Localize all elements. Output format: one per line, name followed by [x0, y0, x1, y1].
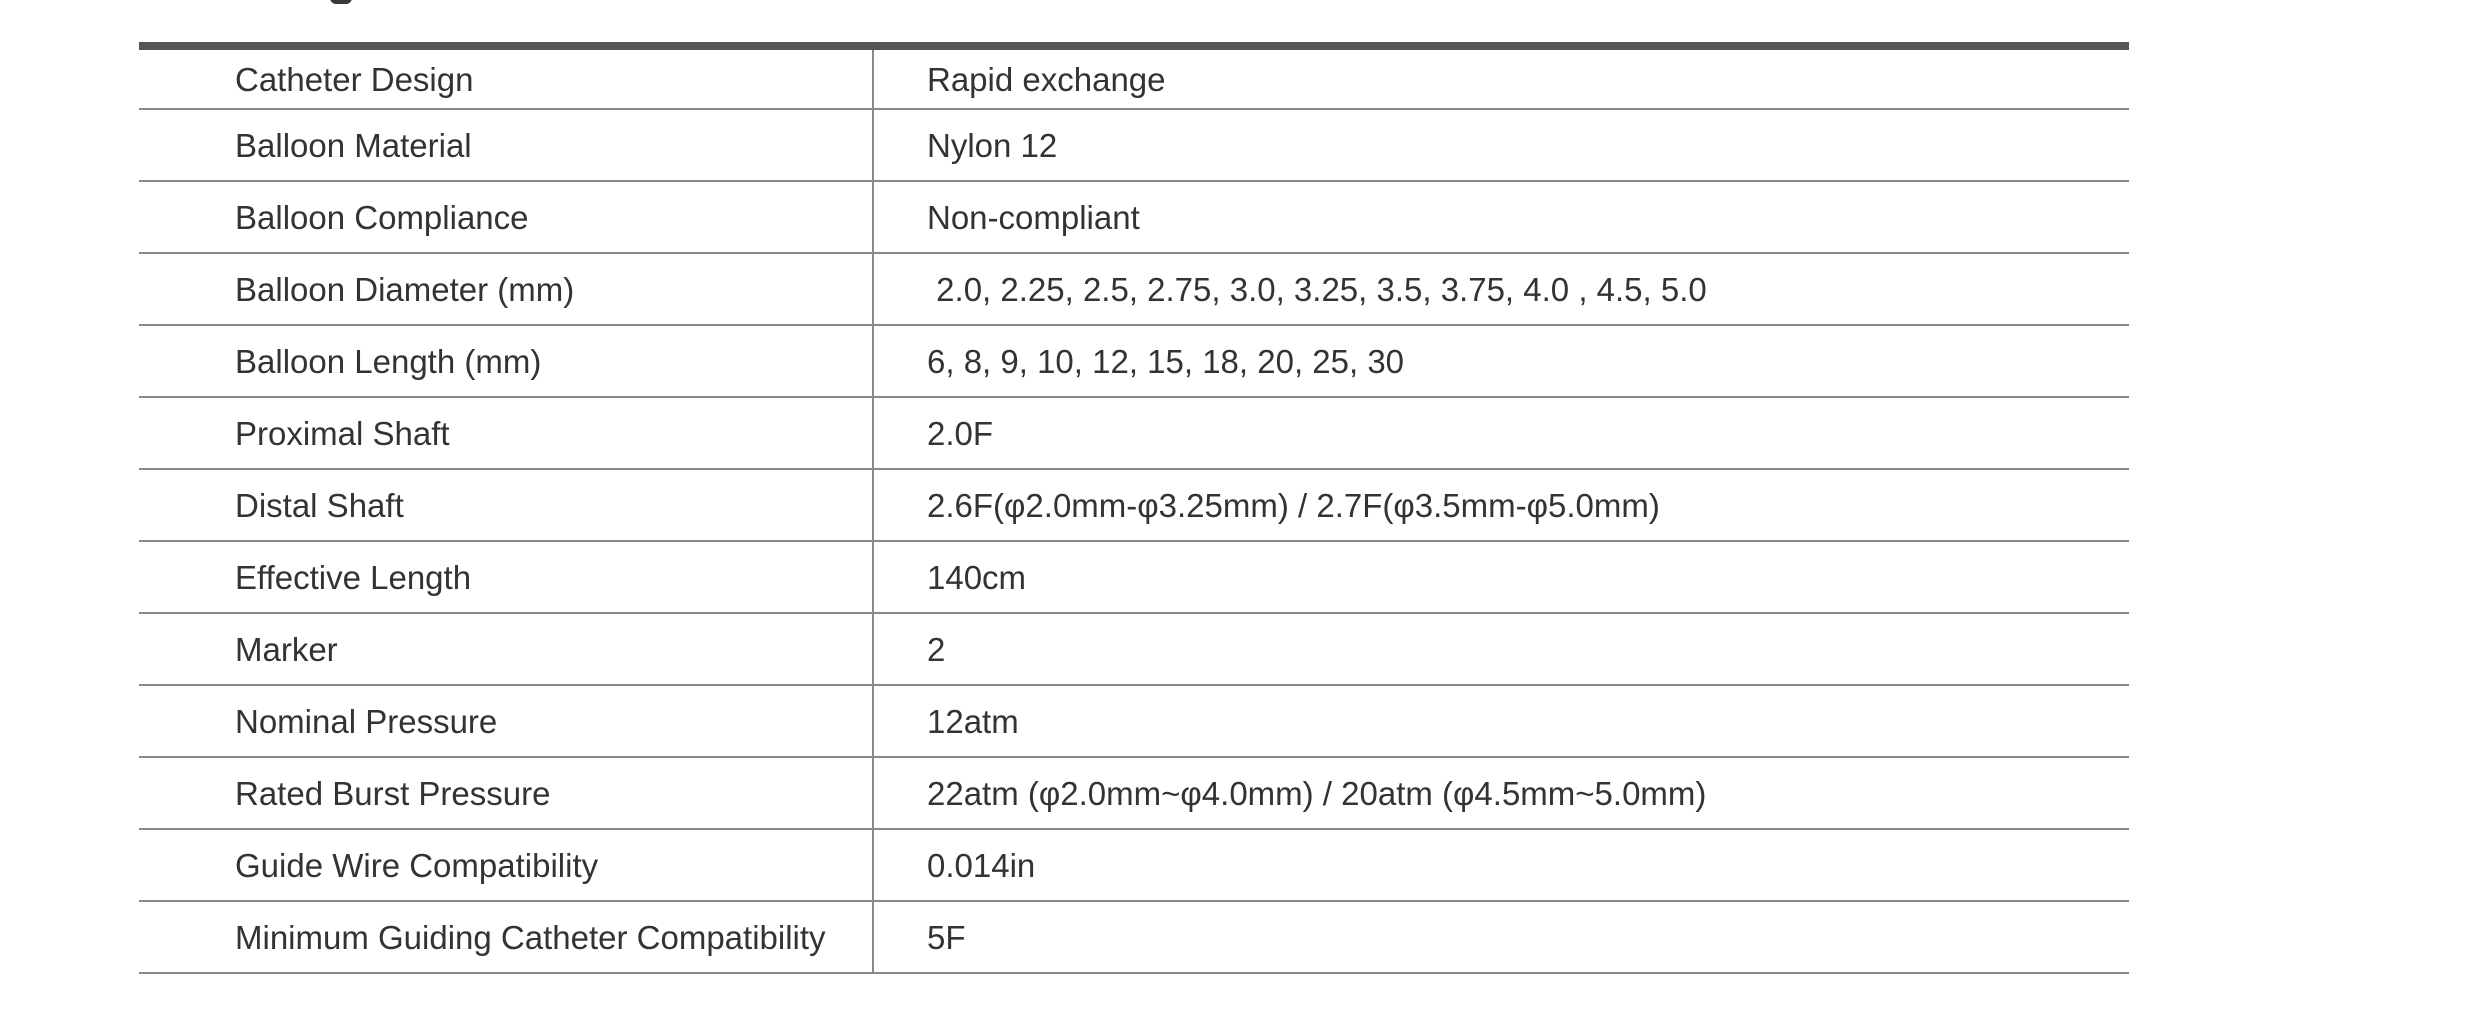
- spec-value: 2.0, 2.25, 2.5, 2.75, 3.0, 3.25, 3.5, 3.75, 4.0 , 4.5, 5.0: [927, 270, 1707, 308]
- cropped-heading-fragment: [330, 0, 390, 4]
- table-row: [139, 46, 2129, 109]
- spec-value: 6, 8, 9, 10, 12, 15, 18, 20, 25, 30: [927, 342, 1405, 380]
- spec-label: Balloon Diameter (mm): [139, 253, 873, 325]
- spec-value: Non-compliant: [927, 198, 1140, 236]
- table-row: [139, 829, 2129, 901]
- table-row: [139, 181, 2129, 253]
- spec-label: Minimum Guiding Catheter Compatibility: [139, 901, 873, 973]
- spec-value: 0.014in: [927, 846, 1036, 884]
- spec-value: Nylon 12: [927, 126, 1058, 164]
- spec-label: Effective Length: [139, 541, 873, 613]
- table-row: [139, 325, 2129, 397]
- spec-label: Balloon Length (mm): [139, 325, 873, 397]
- spec-value: 22atm (φ2.0mm~φ4.0mm) / 20atm (φ4.5mm~5.0mm): [927, 774, 1707, 812]
- table-row: [139, 109, 2129, 181]
- table-row: [139, 901, 2129, 973]
- spec-label: Balloon Material: [139, 109, 873, 181]
- table-row: [139, 541, 2129, 613]
- spec-value: 12atm: [927, 702, 1019, 740]
- table-row: [139, 613, 2129, 685]
- table-row: [139, 253, 2129, 325]
- spec-label: Distal Shaft: [139, 469, 873, 541]
- spec-value: Rapid exchange: [927, 60, 1166, 98]
- spec-value: 2.6F(φ2.0mm-φ3.25mm) / 2.7F(φ3.5mm-φ5.0mm): [927, 486, 1660, 524]
- spec-label: Marker: [139, 613, 873, 685]
- table-row: [139, 469, 2129, 541]
- spec-label: Guide Wire Compatibility: [139, 829, 873, 901]
- spec-label: Catheter Design: [139, 46, 873, 109]
- spec-label: Rated Burst Pressure: [139, 757, 873, 829]
- table-row: [139, 397, 2129, 469]
- spec-label: Proximal Shaft: [139, 397, 873, 469]
- spec-label: Nominal Pressure: [139, 685, 873, 757]
- spec-value: 2.0F: [927, 414, 994, 452]
- spec-value: 5F: [927, 918, 966, 956]
- table-row: [139, 757, 2129, 829]
- specification-table: [139, 42, 2129, 974]
- spec-label: Balloon Compliance: [139, 181, 873, 253]
- table-row: [139, 685, 2129, 757]
- spec-value: 140cm: [927, 558, 1027, 596]
- spec-value: 2: [927, 630, 946, 668]
